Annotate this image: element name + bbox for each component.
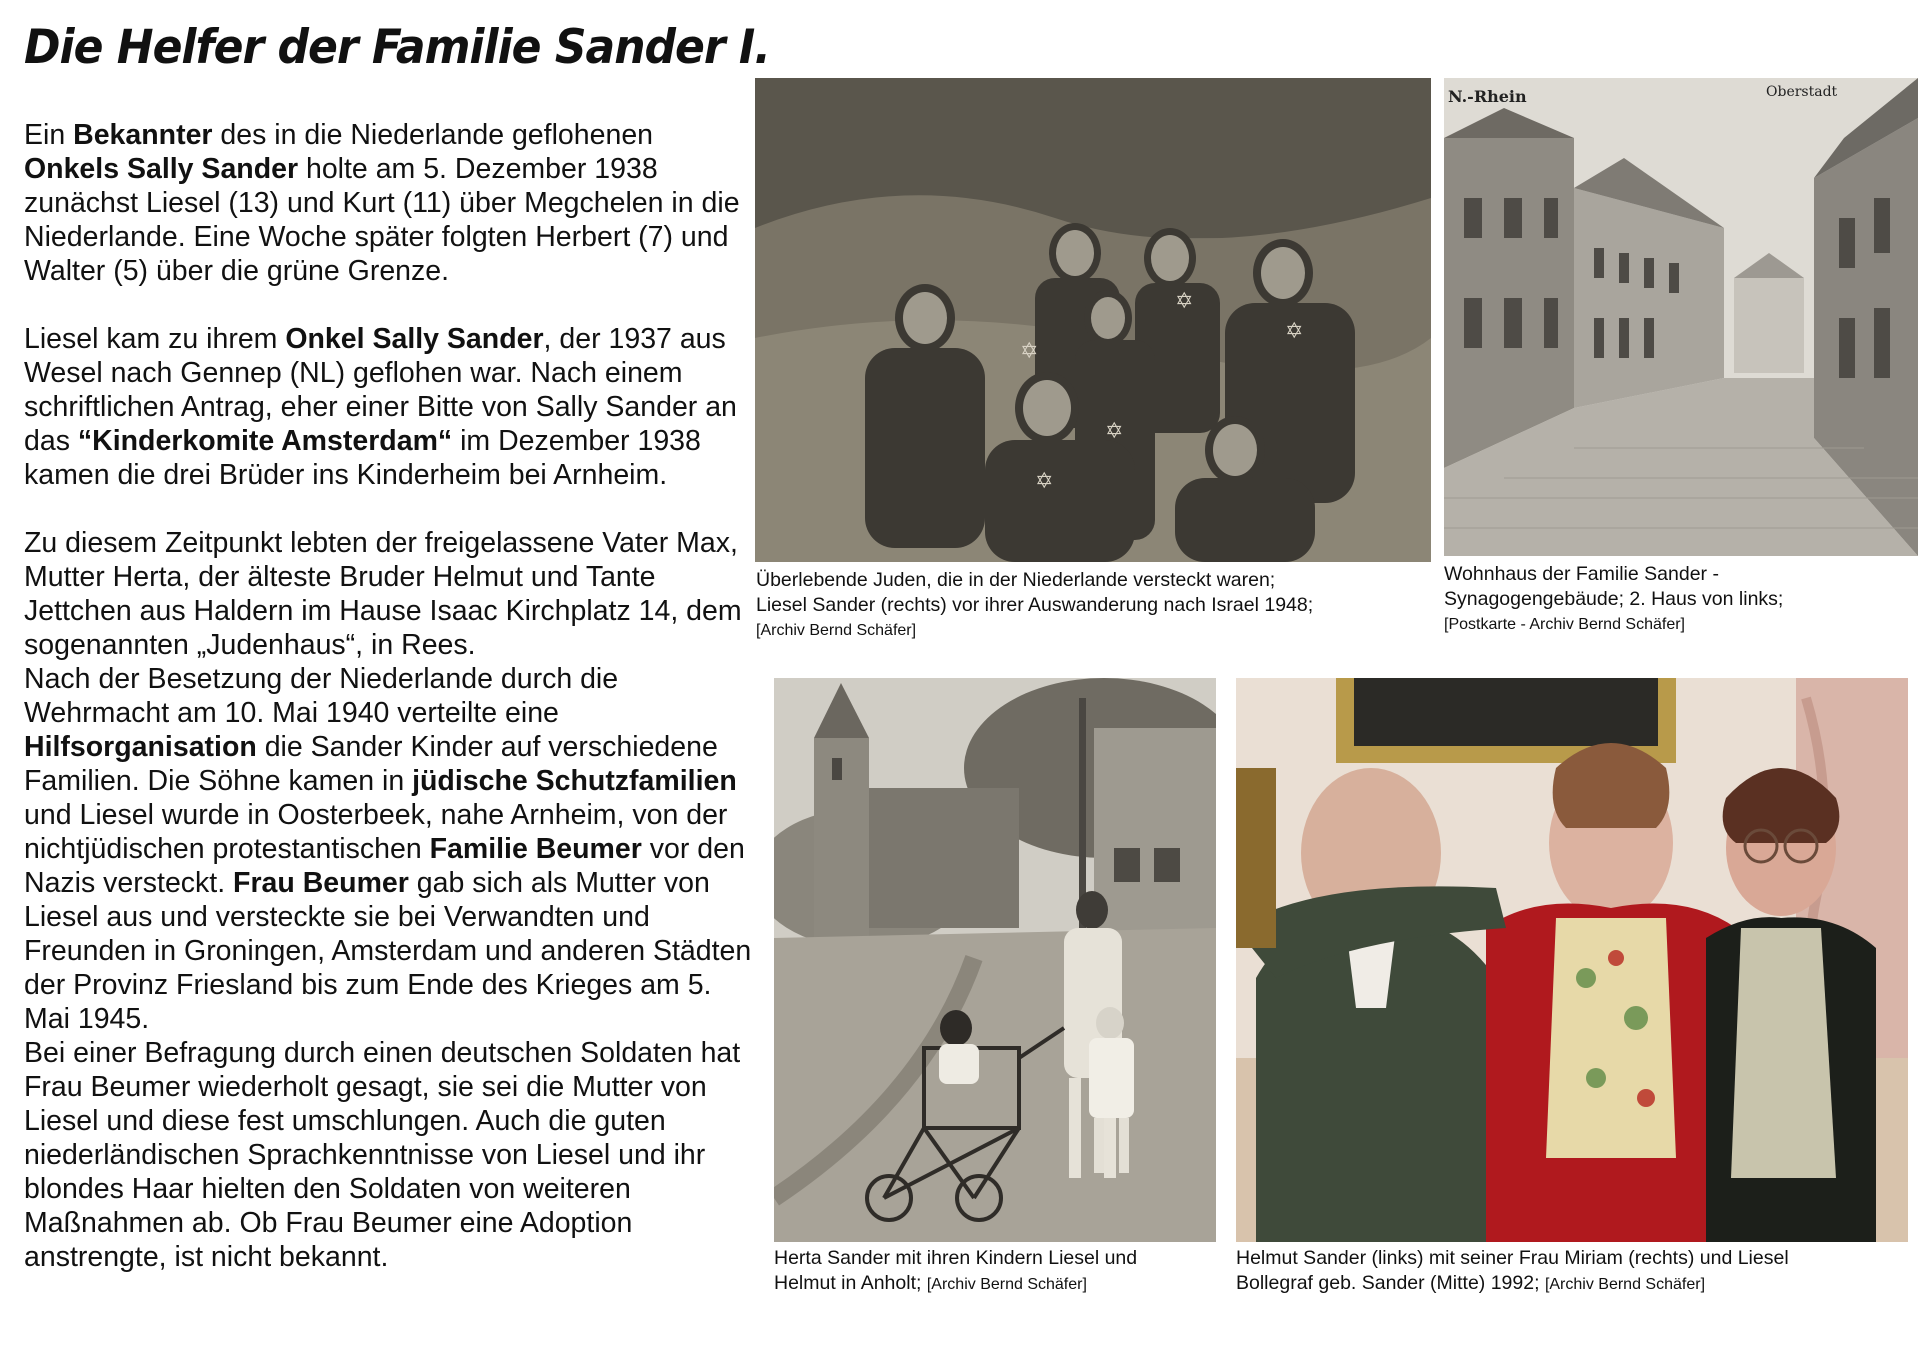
caption-line: Synagogengebäude; 2. Haus von links; [1444,588,1784,610]
bold-text: “Kinderkomite Amsterdam“ [77,425,453,457]
paragraph-4 [24,662,754,1036]
photo-street-postcard-image [1444,78,1918,556]
postcard-label-left: N.-Rhein [1448,87,1527,106]
bold-text: Bekannter [73,119,213,151]
text-run: vor den Nazis versteckt. [24,833,745,899]
caption-line-with-source [1236,1271,1789,1297]
caption-photo4 [1236,1246,1789,1297]
text-run: des in die Niederlande geflohenen [212,119,654,151]
caption-line: Herta Sander mit ihren Kindern Liesel und [774,1247,1138,1269]
photo-helmut-miriam-liesel-1992 [1236,678,1908,1242]
caption-line: Bollegraf geb. Sander (Mitte) 1992; [1236,1272,1545,1294]
text-run: Zu diesem Zeitpunkt lebten der freigelassene Vater Max, Mutter Herta, der älteste Bruder Helmut und Tante Jettchen aus Haldern im Hause Isaac Kirchplatz 14, dem sogenannten „Judenhaus“, in Rees. [24,527,742,661]
photo-herta-children [774,678,1216,1242]
caption-source: [Archiv Bernd Schäfer] [926,1276,1087,1293]
caption-line: Überlebende Juden, die in der Niederlande versteckt waren; [756,569,1276,591]
photo-herta-children-image [774,678,1216,1242]
body-text [24,118,754,1274]
svg-text:✡: ✡ [1105,419,1124,444]
text-run: im Dezember 1938 kamen die drei Brüder ins Kinderheim bei Arnheim. [24,425,701,491]
text-run: gab sich als Mutter von Liesel aus und versteckte sie bei Verwandten und Freunden in Groningen, Amsterdam und anderen Städten der Provinz Friesland bis zum Ende des Krieges am 5. Mai 1945. [24,867,752,1035]
caption-source: [Archiv Bernd Schäfer] [756,622,917,639]
page-title: Die Helfer der Familie Sander I. [24,19,770,76]
bold-text: Onkels Sally Sander [24,153,299,185]
caption-line: Liesel Sander (rechts) vor ihrer Auswanderung nach Israel 1948; [756,594,1314,616]
caption-line: Helmut in Anholt; [774,1272,927,1294]
photo-survivors-group-image [755,78,1431,562]
photo-helmut-miriam-liesel-1992-image [1236,678,1908,1242]
caption-line: Wohnhaus der Familie Sander - [1444,563,1719,585]
postcard-label-right: Oberstadt [1766,84,1838,100]
paragraph-1 [24,118,754,288]
bold-text: jüdische Schutzfamilien [412,765,737,797]
text-run: Ein [24,119,74,151]
caption-line: Helmut Sander (links) mit seiner Frau Miriam (rechts) und Liesel [1236,1247,1789,1269]
bold-text: Familie Beumer [429,833,642,865]
text-run: Bei einer Befragung durch einen deutschen Soldaten hat Frau Beumer wiederholt gesagt, sie sei die Mutter von Liesel und diese fest umschlungen. Auch die guten niederländischen Sprachkenntnisse von Liesel und ihr blondes Haar hielten den Soldaten von weiteren Maßnahmen ab. Ob Frau Beumer eine Adoption anstrengte, ist nicht bekannt. [24,1037,741,1273]
bold-text: Onkel Sally Sander [285,323,544,355]
text-run: Liesel kam zu ihrem [24,323,286,355]
paragraph-5 [24,1036,754,1274]
svg-text:✡: ✡ [1175,289,1194,314]
svg-text:✡: ✡ [1020,339,1039,364]
text-run: die Sander Kinder auf verschiedene Familien. Die Söhne kamen in [24,731,718,797]
text-run: Nach der Besetzung der Niederlande durch die Wehrmacht am 10. Mai 1940 verteilte eine [24,663,619,729]
photo-street-postcard [1444,78,1918,556]
caption-source: [Archiv Bernd Schäfer] [1544,1276,1706,1293]
caption-photo2 [1444,562,1783,637]
paragraph-2 [24,322,754,492]
caption-photo3 [774,1246,1137,1297]
svg-text:✡: ✡ [1285,319,1304,344]
paragraph-3 [24,526,754,662]
caption-source: [Postkarte - Archiv Bernd Schäfer] [1444,616,1685,633]
bold-text: Frau Beumer [233,867,409,899]
caption-line-with-source [774,1271,1137,1297]
caption-photo1 [756,568,1313,643]
svg-text:✡: ✡ [1035,469,1054,494]
text-run: holte am 5. Dezember 1938 zunächst Liesel (13) und Kurt (11) über Megchelen in die Niederlande. Eine Woche später folgten Herbert (7) und Walter (5) über die grüne Grenze. [24,153,740,287]
bold-text: Hilfsorganisation [24,731,257,763]
text-run: und Liesel wurde in Oosterbeek, nahe Arnheim, von der nichtjüdischen protestantischen [24,799,728,865]
photo-survivors-group [755,78,1431,562]
text-run: , der 1937 aus Wesel nach Gennep (NL) geflohen war. Nach einem schriftlichen Antrag, eher einer Bitte von Sally Sander an das [24,323,737,457]
